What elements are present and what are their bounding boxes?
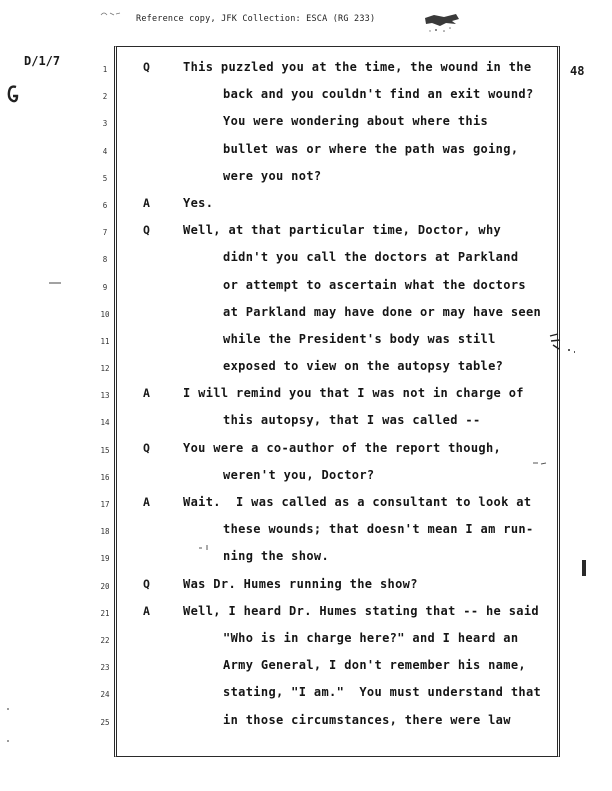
right-margin-dash xyxy=(532,460,548,466)
line-number: 20 xyxy=(100,581,110,591)
transcript-line xyxy=(0,247,612,274)
transcript-line xyxy=(0,682,612,709)
line-number: 13 xyxy=(100,391,110,401)
speaker-label: A xyxy=(143,195,150,210)
right-margin-bar xyxy=(580,558,588,578)
line-text: Yes. xyxy=(183,195,214,210)
transcript-lines xyxy=(0,57,612,737)
line-number: 14 xyxy=(100,418,110,428)
line-text: This puzzled you at the time, the wound in the xyxy=(183,60,532,74)
line-number: 5 xyxy=(102,173,108,183)
line-text: Well, I heard Dr. Humes stating that -- he said xyxy=(183,603,540,618)
transcript-line xyxy=(0,84,612,111)
transcript-line xyxy=(0,410,612,437)
line-text: at Parkland may have done or may have seen xyxy=(223,304,542,319)
line-text: Was Dr. Humes running the show? xyxy=(183,576,418,591)
line-number: 11 xyxy=(100,336,110,346)
speaker-label: Q xyxy=(143,60,150,74)
line-text: didn't you call the doctors at Parkland xyxy=(223,250,519,265)
transcript-line xyxy=(0,383,612,410)
transcript-line xyxy=(0,275,612,302)
transcript-line xyxy=(0,546,612,573)
speaker-label: Q xyxy=(143,576,150,591)
document-id: D/1/7 xyxy=(24,54,61,68)
line-number: 9 xyxy=(102,282,108,292)
line-number: 2 xyxy=(102,92,108,102)
transcript-line xyxy=(0,438,612,465)
line-number: 15 xyxy=(100,445,110,455)
line-text: or attempt to ascertain what the doctors xyxy=(223,277,526,292)
line-text: Army General, I don't remember his name, xyxy=(223,658,526,673)
transcript-line xyxy=(0,356,612,383)
transcript-line xyxy=(0,111,612,138)
speaker-label: A xyxy=(143,603,150,618)
speaker-label: Q xyxy=(143,223,150,238)
archive-stamp-blot xyxy=(422,12,462,36)
transcript-line xyxy=(0,329,612,356)
line-number: 16 xyxy=(100,472,110,482)
transcript-line xyxy=(0,628,612,655)
line-text: bullet was or where the path was going, xyxy=(223,141,519,156)
transcript-line xyxy=(0,166,612,193)
line-number: 22 xyxy=(100,635,110,645)
line-number: 21 xyxy=(100,608,110,618)
line-text: ning the show. xyxy=(223,549,330,564)
line-number: 24 xyxy=(100,690,110,700)
line-text: in those circumstances, there were law xyxy=(223,712,511,727)
line-number: 7 xyxy=(102,228,108,238)
transcript-line xyxy=(0,302,612,329)
scan-speck-mark xyxy=(100,10,122,18)
line-text: while the President's body was still xyxy=(223,331,496,346)
transcript-line xyxy=(0,220,612,247)
speaker-label: Q xyxy=(143,440,150,455)
transcript-line xyxy=(0,655,612,682)
line-text: stating, "I am." You must understand that xyxy=(223,685,542,700)
line-text: You were a co-author of the report though, xyxy=(183,440,502,455)
transcript-line xyxy=(0,601,612,628)
line-text: these wounds; that doesn't mean I am run- xyxy=(223,522,534,537)
transcript-line xyxy=(0,519,612,546)
line-text: Well, at that particular time, Doctor, why xyxy=(183,223,502,238)
line-text: exposed to view on the autopsy table? xyxy=(223,359,504,374)
line-text: this autopsy, that I was called -- xyxy=(223,413,481,428)
line-number: 18 xyxy=(100,527,110,537)
line-text: You were wondering about where this xyxy=(223,114,489,129)
line-number: 6 xyxy=(102,200,108,210)
line-number: 3 xyxy=(102,119,108,129)
left-margin-dash xyxy=(48,280,62,286)
line-number: 19 xyxy=(100,554,110,564)
line-number: 4 xyxy=(102,146,108,156)
line-text: I will remind you that I was not in charge of xyxy=(183,386,524,401)
speaker-label: A xyxy=(143,495,150,509)
page-number: 48 xyxy=(570,64,585,78)
transcript-line xyxy=(0,492,612,519)
line-number: 10 xyxy=(100,309,110,319)
reference-header: Reference copy, JFK Collection: ESCA (RG 233) xyxy=(136,14,376,24)
transcript-line xyxy=(0,465,612,492)
transcript-line xyxy=(0,193,612,220)
left-text-tick xyxy=(198,543,212,551)
transcript-line xyxy=(0,574,612,601)
margin-scribble-mark xyxy=(548,330,578,356)
speaker-label: A xyxy=(143,386,150,401)
line-number: 1 xyxy=(102,65,108,74)
left-edge-specks xyxy=(5,705,11,745)
line-text: "Who is in charge here?" and I heard an xyxy=(223,630,519,645)
line-text: were you not? xyxy=(223,168,322,183)
line-number: 25 xyxy=(100,717,110,727)
line-text: weren't you, Doctor? xyxy=(223,467,375,482)
transcript-line xyxy=(0,710,612,737)
line-number: 23 xyxy=(100,663,110,673)
line-text: Wait. I was called as a consultant to look at xyxy=(183,495,532,509)
transcript-line xyxy=(0,57,612,84)
line-text: back and you couldn't find an exit wound? xyxy=(223,87,534,102)
line-number: 8 xyxy=(102,255,108,265)
line-number: 17 xyxy=(100,500,110,509)
transcript-line xyxy=(0,139,612,166)
line-number: 12 xyxy=(100,364,110,374)
